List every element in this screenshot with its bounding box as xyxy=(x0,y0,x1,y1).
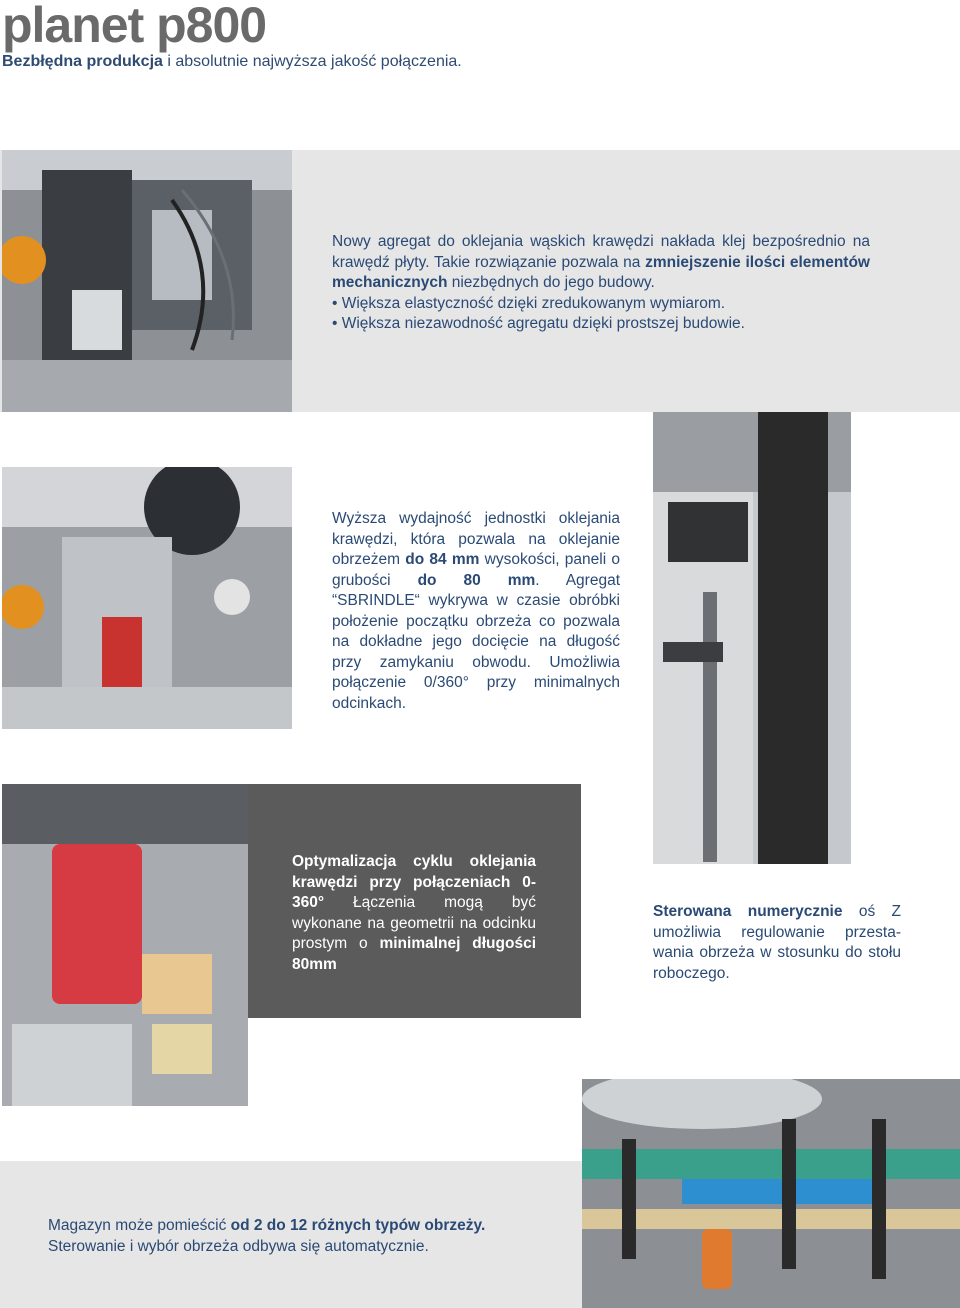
section-2-text: Wyższa wydajność jednostki oklejania krawędzi, która pozwala na oklejanie obrzeżem do 84 mm wysokości, paneli o grubości do 80 mm. Agregat “SBRINDLE“ wykrywa w czasie obróbki położenie początku obrzeża co pozwala na dokładne jego docięcie na długość przy zamykaniu obwodu. Umożliwia połączenie 0/360° przy minimalnych odcinkach. xyxy=(332,510,620,712)
page-subtitle xyxy=(2,53,462,71)
subtitle-bold: Bezbłędna produkcja xyxy=(2,53,163,70)
pressure-roller-photo xyxy=(2,784,248,1106)
section-1-text: Nowy agregat do oklejania wąskich krawędzi nakłada klej bezpośrednio na krawędź płyty. Takie rozwiązanie pozwala na zmniejszenie ilości elementów mechanicznych niezbędnych do jego budowy. • Większa elastyczność dzięki zredukowanym wymiarom. • Większa niezawodność agregatu dzięki prostszej budowie. xyxy=(332,233,870,332)
section-3-text: Optymalizacja cyklu oklejania krawędzi przy połączeniach 0-360° Łączenia mogą być wykonane na geometrii na odcinku prostym o minimalnej długości 80mm xyxy=(292,853,536,973)
z-axis-photo xyxy=(653,412,851,864)
subtitle-rest: i absolutnie najwyższa jakość połączenia. xyxy=(162,53,462,70)
section-5-text: Magazyn może pomieścić od 2 do 12 różnych typów obrzeży. Sterowanie i wybór obrzeża odbywa się automatycznie. xyxy=(48,1217,486,1255)
gluing-unit-photo xyxy=(2,150,292,412)
bullet-2: • Większa niezawodność agregatu dzięki prostszej budowie. xyxy=(332,315,745,332)
edge-magazine-photo xyxy=(582,1079,960,1308)
section-4-text: Sterowana numerycznie oś Z umożliwia regulowanie przesta-wania obrzeża w stosunku do stołu roboczego. xyxy=(653,903,901,982)
edge-trimming-photo xyxy=(2,467,292,729)
page-title: planet p800 xyxy=(2,0,267,53)
bullet-1: • Większa elastyczność dzięki zredukowanym wymiarom. xyxy=(332,294,726,312)
